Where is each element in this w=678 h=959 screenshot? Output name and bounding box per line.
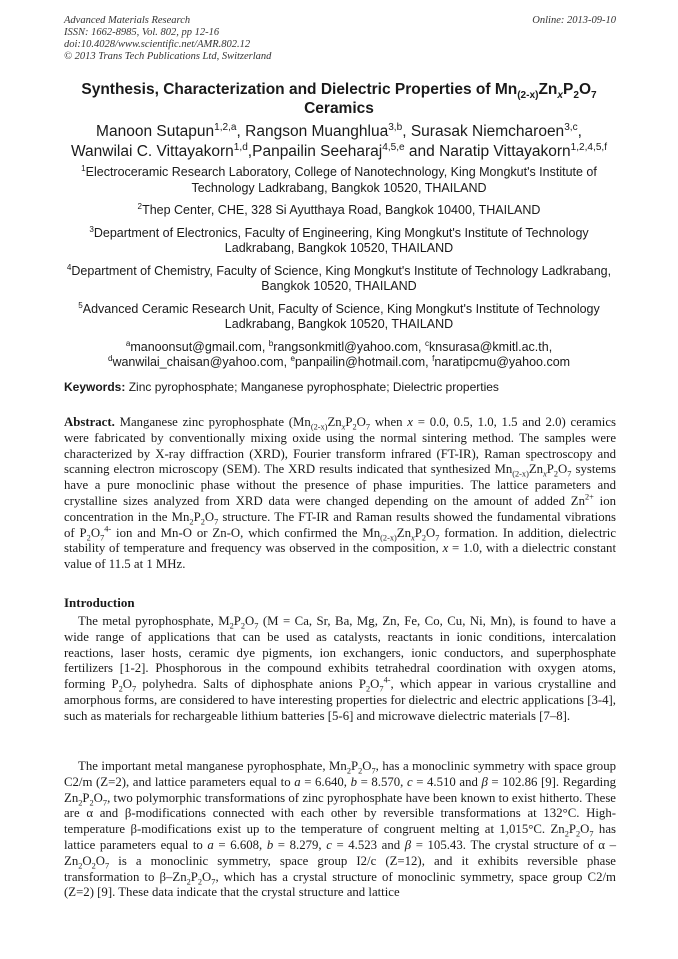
author: Naratip Vittayakorn$^{1,2,4,5,f}$ (439, 141, 608, 160)
author: Surasak Niemcharoen$^{3,c}$ (410, 121, 578, 140)
keywords-label: Keywords: (64, 380, 126, 394)
email-link[interactable]: panpailin@hotmail.com (295, 355, 426, 369)
author: Rangson Muanghlua$^{3,b}$ (245, 121, 403, 140)
author: Wanwilai C. Vittayakorn$^{1,d}$ (70, 141, 248, 160)
issn-line: ISSN: 1662-8985, Vol. 802, pp 12-16 (64, 27, 220, 38)
author: Manoon Sutapun$^{1,2,a}$ (96, 121, 237, 140)
affiliations (55, 165, 623, 371)
affiliation: $^4$Department of Chemistry, Faculty of Science, King Mongkut's Institute of Technology Ladkrabang, Bangkok 10520, THAILAND (66, 262, 612, 293)
email-link[interactable]: wanwilai_chaisan@yahoo.com (112, 355, 284, 369)
journal-name: Advanced Materials Research (64, 15, 191, 26)
email-link[interactable]: knsurasa@kmitl.ac.th (429, 339, 549, 354)
author: Panpailin Seeharaj$^{4,5,e}$ (252, 141, 405, 160)
abstract: Abstract. Manganese zinc pyrophosphate ($Mn_{(2-x)}Zn_xP_2O_7$ when x = 0.0, 0.5, 1.0, 1.5 and 2.0) ceramics were fabricated by conventionally mixing oxide using the normal sintering method. The samples were characterized by X-ray diffraction (XRD), Fourier transform infrared (FT-IR), Raman spectroscopy and scanning electron microscopy (SEM). The XRD results indicated that synthesized $Mn_{(2-x)}Zn_xP_2O_7$ systems have a pure monoclinic phase without the presence of phase impurities. The lattice parameters and crystalline sizes analyzed from XRD data were changed depending on the amount of added $Zn^{2+}$ ion concentration in the $Mn_2P_2O_7$ structure. The FT-IR and Raman results showed the fundamental vibrations of $P_2O_7^{4-}$ ion and Mn-O or Zn-O, which confirmed the $Mn_{(2-x)}Zn_xP_2O_7$ formation. In addition, dielectric stability of temperature and frequency was observed in the composition, x = 1.0, with a dielectric constant value of 11.5 at 1 MHz. (64, 415, 617, 572)
email-link[interactable]: naratipcmu@yahoo.com (434, 355, 571, 369)
doi-line: doi:10.4028/www.scientific.net/AMR.802.12 (64, 39, 251, 50)
affiliation: $^1$Electroceramic Research Laboratory, College of Nanotechnology, King Mongkut's Institute of Technology Ladkrabang, Bangkok 10520, THAILAND (81, 163, 597, 195)
affiliation: $^3$Department of Electronics, Faculty of Engineering, King Mongkut's Institute of Technology Ladkrabang, Bangkok 10520, THAILAND (89, 224, 589, 255)
intro-paragraph: The metal pyrophosphate, $M_2P_2O_7$ (M = Ca, Sr, Ba, Mg, Zn, Fe, Co, Cu, Ni, Mn), is found to have a wide range of applications that can be used as catalysts, reactants in ionic conditions, intercalation reactions, laser hosts, ceramic dye pigments, ion exchangers, ionic conductors, and superphosphate fertilizers [1-2]. Phosphorous in the compound exhibits tetrahedral coordination with oxygen atoms, forming $P_2O_7$ polyhedra. Salts of diphosphate anions $P_2O_7^{4-}$, which appear in various crystalline and amorphous forms, are considered to have interesting properties for dielectric and electric applications [3-4], such as materials for rechargeable lithium batteries [5-6] and microwave dielectric materials [7–8]. (64, 614, 617, 723)
journal-header (64, 15, 616, 63)
keywords-text: Zinc pyrophosphate; Manganese pyrophosphate; Dielectric properties (128, 380, 499, 394)
affiliation: $^5$Advanced Ceramic Research Unit, Faculty of Science, King Mongkut's Institute of Technology Ladkrabang, Bangkok 10520, THAILAND (78, 300, 600, 331)
copyright-line: © 2013 Trans Tech Publications Ltd, Switzerland (64, 51, 272, 62)
affiliation: $^2$Thep Center, CHE, 328 Si Ayutthaya Road, Bangkok 10400, THAILAND (137, 201, 541, 217)
author-list: Manoon Sutapun$^{1,2,a}$, Rangson Muanghlua$^{3,b}$, Surasak Niemcharoen$^{3,c}$, Wanwilai C. Vittayakorn$^{1,d}$,Panpailin Seeharaj$^{4,5,e}$ and Naratip Vittayakorn$^{1,2,4,5,f}$ (70, 121, 608, 160)
section-heading: Introduction (64, 595, 135, 610)
paper-title: Synthesis, Characterization and Dielectric Properties of $Mn_{(2-x)}Zn_xP_2O_7$ Ceramics (81, 81, 597, 117)
keywords (64, 380, 616, 394)
email-link[interactable]: manoonsut@gmail.com (130, 339, 262, 354)
email-link[interactable]: rangsonkmitl@yahoo.com (273, 339, 418, 354)
abstract-label: Abstract. (64, 415, 115, 429)
email-list: $^a$manoonsut@gmail.com, $^b$rangsonkmitl@yahoo.com, $^c$knsurasa@kmitl.ac.th, $^d$wanwilai_chaisan@yahoo.com, $^e$panpailin@hotmail.com, $^f$naratipcmu@yahoo.com (107, 338, 571, 369)
online-date: Online: 2013-09-10 (532, 15, 616, 26)
intro-paragraph: The important metal manganese pyrophosphate, $Mn_2P_2O_7$, has a monoclinic symmetry with space group C2/m (Z=2), and lattice parameters equal to a = 6.640, b = 8.570, c = 4.510 and β = 102.86 [9]. Regarding $Zn_2P_2O_7$, two polymorphic transformations of zinc pyrophosphate have been known to exist hitherto. These are α and β-modifications connected with each other by reversible transformations at 132°C. High-temperature β-modifications exist up to the temperature of congruent melting at 1,015°C. $Zn_2P_2O_7$ has lattice parameters equal to a = 6.608, b = 8.279, c = 4.523 and β = 105.43. The crystal structure of α – $Zn_2O_2O_7$ is a monoclinic symmetry, space group I2/c (Z=12), and it exhibits reversible phase transformation to $\beta-Zn_2P_2O_7$, which has a crystal structure of monoclinic symmetry, space group C2/m (Z=2) [9]. These data indicate that the crystal structure and lattice (64, 759, 617, 900)
